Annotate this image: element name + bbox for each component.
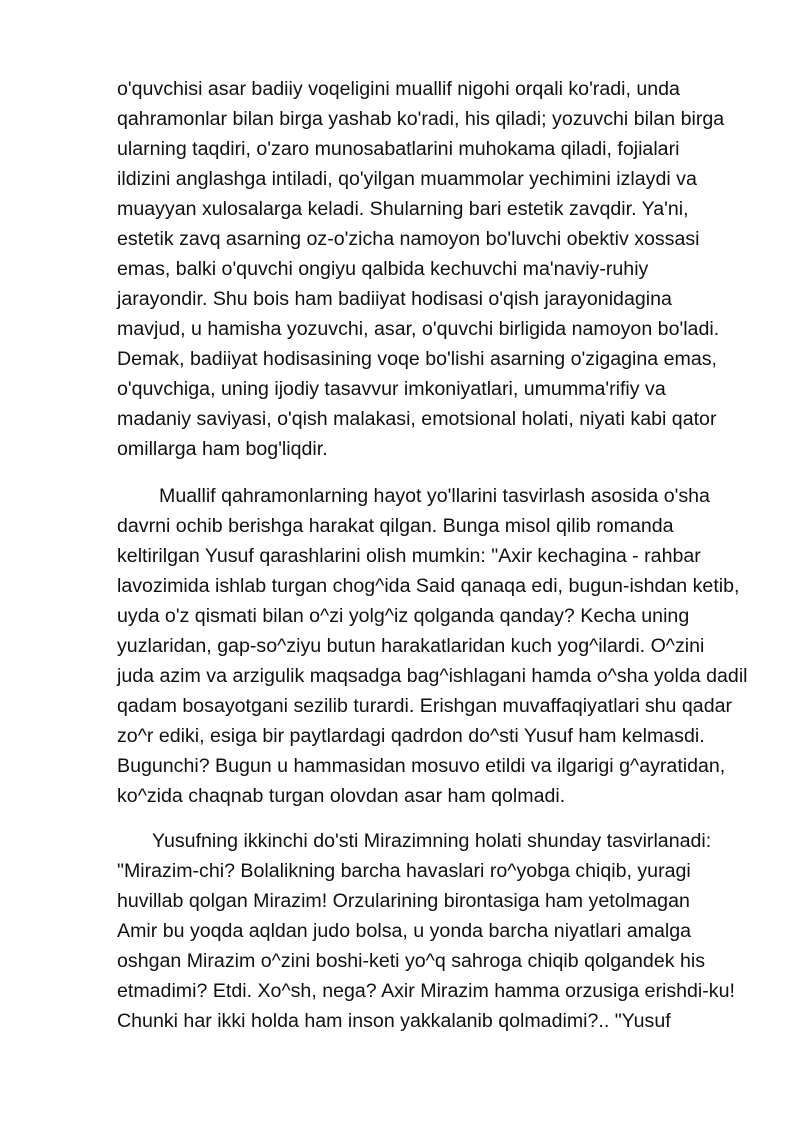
paragraph-1 <box>117 74 747 464</box>
text-line: qahramonlar bilan birga yashab ko'radi, his qiladi; yozuvchi bilan birga <box>117 108 725 130</box>
text-line: juda azim va arzigulik maqsadga bag^ishlagani hamda o^sha yolda dadil <box>117 665 748 687</box>
text-line: jarayondir. Shu bois ham badiiyat hodisasi o'qish jarayonidagina <box>117 288 672 310</box>
text-line: Muallif qahramonlarning hayot yo'llarini tasvirlash asosida o'sha <box>159 485 710 507</box>
text-line: huvillab qolgan Mirazim! Orzularining birontasiga ham yetolmagan <box>117 890 690 912</box>
text-line: ildizini anglashga intiladi, qo'yilgan muammolar yechimini izlaydi va <box>117 168 697 190</box>
text-line: omillarga ham bog'liqdir. <box>117 438 328 460</box>
text-line: yuzlaridan, gap-so^ziyu butun harakatlaridan kuch yog^ilardi. O^zini <box>117 635 705 657</box>
text-line: emas, balki o'quvchi ongiyu qalbida kechuvchi ma'naviy-ruhiy <box>117 258 649 280</box>
text-line: uyda o'z qismati bilan o^zi yolg^iz qolganda qanday? Kecha uning <box>117 605 690 627</box>
text-line: o'quvchisi asar badiiy voqeligini muallif nigohi orqali ko'radi, unda <box>117 78 680 100</box>
paragraph-3 <box>117 826 747 1036</box>
text-line: davrni ochib berishga harakat qilgan. Bunga misol qilib romanda <box>117 515 674 537</box>
text-line: muayyan xulosalarga keladi. Shularning bari estetik zavqdir. Ya'ni, <box>117 198 689 220</box>
text-line: qadam bosayotgani sezilib turardi. Erishgan muvaffaqiyatlari shu qadar <box>117 695 733 717</box>
text-line: Chunki har ikki holda ham inson yakkalanib qolmadimi?.. "Yusuf <box>117 1010 671 1032</box>
text-line: ularning taqdiri, o'zaro munosabatlarini muhokama qiladi, fojialari <box>117 138 680 160</box>
text-line: "Mirazim-chi? Bolalikning barcha havaslari ro^yobga chiqib, yuragi <box>117 860 691 882</box>
text-line: madaniy saviyasi, o'qish malakasi, emotsional holati, niyati kabi qator <box>117 408 717 430</box>
text-line: ko^zida chaqnab turgan olovdan asar ham qolmadi. <box>117 785 566 807</box>
text-line: Demak, badiiyat hodisasining voqe bo'lishi asarning o'zigagina emas, <box>117 348 718 370</box>
text-line: etmadimi? Etdi. Xo^sh, nega? Axir Mirazim hamma orzusiga erishdi-ku! <box>117 980 735 1002</box>
paragraph-2 <box>117 481 747 811</box>
text-line: keltirilgan Yusuf qarashlarini olish mumkin: "Axir kechagina - rahbar <box>117 545 701 567</box>
text-line: zo^r ediki, esiga bir paytlardagi qadrdon do^sti Yusuf ham kelmasdi. <box>117 725 705 747</box>
text-line: o'quvchiga, uning ijodiy tasavvur imkoniyatlari, umumma'rifiy va <box>117 378 666 400</box>
text-line: Yusufning ikkinchi do'sti Mirazimning holati shunday tasvirlanadi: <box>152 830 712 852</box>
text-line: Bugunchi? Bugun u hammasidan mosuvo etildi va ilgarigi g^ayratidan, <box>117 755 726 777</box>
text-line: Amir bu yoqda aqldan judo bolsa, u yonda barcha niyatlari amalga <box>117 920 692 942</box>
text-line: estetik zavq asarning oz-o'zicha namoyon bo'luvchi obektiv xossasi <box>117 228 700 250</box>
text-line: oshgan Mirazim o^zini boshi-keti yo^q sahroga chiqib qolgandek his <box>117 950 706 972</box>
text-line: lavozimida ishlab turgan chog^ida Said qanaqa edi, bugun-ishdan ketib, <box>117 575 740 597</box>
text-line: mavjud, u hamisha yozuvchi, asar, o'quvchi birligida namoyon bo'ladi. <box>117 318 720 340</box>
